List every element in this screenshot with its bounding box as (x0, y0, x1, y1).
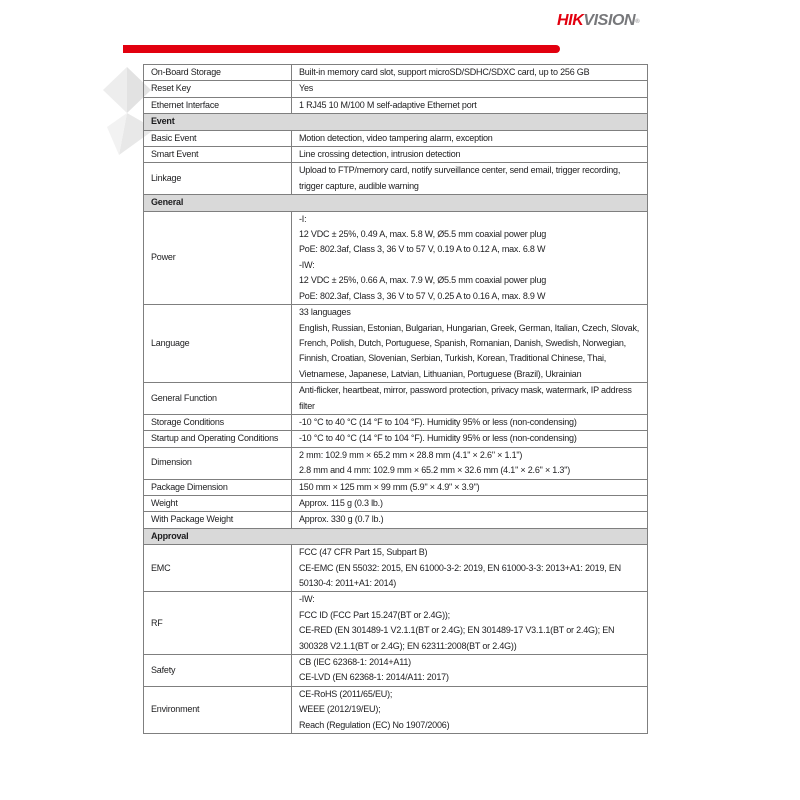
spec-value-line: Line crossing detection, intrusion detection (299, 149, 461, 160)
table-row (144, 383, 648, 415)
section-header-label: General (144, 195, 648, 211)
spec-value (292, 130, 648, 146)
spec-value-line: -10 °C to 40 °C (14 °F to 104 °F). Humidity 95% or less (non-condensing) (299, 433, 577, 444)
red-accent-bar (123, 45, 560, 53)
table-row (144, 65, 648, 81)
spec-label: Startup and Operating Conditions (144, 431, 292, 447)
table-row (144, 305, 648, 383)
section-header-label: Approval (144, 528, 648, 544)
spec-value (292, 147, 648, 163)
spec-value-line: Approx. 330 g (0.7 lb.) (299, 514, 384, 525)
spec-label: Basic Event (144, 130, 292, 146)
section-header-row (144, 114, 648, 130)
spec-value-line: 12 VDC ± 25%, 0.66 A, max. 7.9 W, Ø5.5 mm coaxial power plug (299, 275, 547, 286)
table-row (144, 545, 648, 592)
table-row (144, 655, 648, 687)
spec-label: Storage Conditions (144, 414, 292, 430)
hikvision-logo (557, 11, 639, 31)
spec-value (292, 383, 648, 415)
section-header-row (144, 195, 648, 211)
table-row (144, 592, 648, 655)
table-row (144, 130, 648, 146)
spec-value (292, 686, 648, 733)
spec-label: Smart Event (144, 147, 292, 163)
spec-table (143, 64, 648, 734)
table-row (144, 431, 648, 447)
spec-value-line: FCC (47 CFR Part 15, Subpart B) (299, 547, 428, 558)
section-header-label: Event (144, 114, 648, 130)
spec-value (292, 97, 648, 113)
spec-label: Package Dimension (144, 479, 292, 495)
spec-label: With Package Weight (144, 512, 292, 528)
logo-hik: HIK (557, 12, 584, 29)
spec-label: Power (144, 211, 292, 304)
table-row (144, 686, 648, 733)
spec-value-line: 2.8 mm and 4 mm: 102.9 mm × 65.2 mm × 32.6 mm (4.1" × 2.6" × 1.3") (299, 465, 571, 476)
spec-label: Dimension (144, 447, 292, 479)
spec-value-line: CE-LVD (EN 62368-1: 2014/A11: 2017) (299, 672, 449, 683)
spec-value (292, 163, 648, 195)
table-row (144, 81, 648, 97)
spec-label: EMC (144, 545, 292, 592)
spec-value-line: Upload to FTP/memory card, notify surveillance center, send email, trigger recording, trigger capture, audible warning (299, 165, 621, 191)
table-row (144, 211, 648, 304)
spec-label: Reset Key (144, 81, 292, 97)
spec-value-line: 150 mm × 125 mm × 99 mm (5.9" × 4.9" × 3.9") (299, 481, 480, 492)
spec-value-line: Reach (Regulation (EC) No 1907/2006) (299, 719, 450, 730)
spec-value (292, 431, 648, 447)
table-row (144, 512, 648, 528)
table-row (144, 147, 648, 163)
spec-label: Weight (144, 495, 292, 511)
table-row (144, 414, 648, 430)
spec-label: Ethernet Interface (144, 97, 292, 113)
spec-value (292, 305, 648, 383)
spec-value-line: WEEE (2012/19/EU); (299, 704, 381, 715)
spec-value (292, 81, 648, 97)
spec-value-line: -I: (299, 213, 307, 224)
table-row (144, 447, 648, 479)
spec-value (292, 495, 648, 511)
spec-value-line: -IW: (299, 259, 315, 270)
spec-value-line: Motion detection, video tampering alarm, exception (299, 132, 493, 143)
spec-value-line: Approx. 115 g (0.3 lb.) (299, 497, 383, 508)
spec-value-line: Built-in memory card slot, support microSD/SDHC/SDXC card, up to 256 GB (299, 67, 590, 77)
spec-value-line: 33 languages (299, 307, 351, 318)
spec-value (292, 479, 648, 495)
spec-value (292, 211, 648, 304)
spec-label: RF (144, 592, 292, 655)
spec-value (292, 414, 648, 430)
spec-value (292, 65, 648, 81)
spec-value-line: -IW: (299, 594, 315, 605)
spec-value-line: PoE: 802.3af, Class 3, 36 V to 57 V, 0.25 A to 0.16 A, max. 8.9 W (299, 290, 546, 301)
spec-label: On-Board Storage (144, 65, 292, 81)
logo-vision: VISION (583, 12, 636, 29)
table-row (144, 97, 648, 113)
spec-value (292, 447, 648, 479)
spec-value-line: English, Russian, Estonian, Bulgarian, Hungarian, Greek, German, Italian, Czech, Slovak, French, Polish, Dutch, Portuguese, Spanish, Romanian, Danish, Swedish, Norwegian, Finnish, Croatian, Slovenian, Serbian, Turkish, Korean, Traditional Chinese, Thai, Vietnamese, Japanese, Latvian, Lithuanian, Portuguese (Brazil), Ukrainian (299, 322, 640, 379)
spec-label: General Function (144, 383, 292, 415)
spec-value (292, 545, 648, 592)
spec-label: Safety (144, 655, 292, 687)
spec-value-line: 12 VDC ± 25%, 0.49 A, max. 5.8 W, Ø5.5 mm coaxial power plug (299, 229, 547, 240)
spec-value-line: CE-RoHS (2011/65/EU); (299, 688, 393, 699)
spec-value-line: PoE: 802.3af, Class 3, 36 V to 57 V, 0.19 A to 0.12 A, max. 6.8 W (299, 244, 546, 255)
table-row (144, 495, 648, 511)
spec-value-line: -10 °C to 40 °C (14 °F to 104 °F). Humidity 95% or less (non-condensing) (299, 416, 577, 427)
spec-value-line: 2 mm: 102.9 mm × 65.2 mm × 28.8 mm (4.1" × 2.6" × 1.1") (299, 449, 523, 460)
spec-value-line: Yes (299, 83, 314, 94)
section-header-row (144, 528, 648, 544)
spec-label: Environment (144, 686, 292, 733)
spec-value-line: CE-EMC (EN 55032: 2015, EN 61000-3-2: 2019, EN 61000-3-3: 2013+A1: 2019, EN 50130-4: 2011+A1: 2014) (299, 562, 621, 588)
spec-label: Linkage (144, 163, 292, 195)
spec-value-line: Anti-flicker, heartbeat, mirror, password protection, privacy mask, watermark, IP address filter (299, 385, 632, 411)
registered-trademark-icon: ® (635, 19, 640, 25)
table-row (144, 479, 648, 495)
spec-value-line: CB (IEC 62368-1: 2014+A11) (299, 657, 411, 668)
table-row (144, 163, 648, 195)
spec-value (292, 655, 648, 687)
spec-value (292, 592, 648, 655)
spec-value-line: FCC ID (FCC Part 15.247(BT or 2.4G)); (299, 609, 450, 620)
spec-value (292, 512, 648, 528)
spec-label: Language (144, 305, 292, 383)
spec-value-line: CE-RED (EN 301489-1 V2.1.1(BT or 2.4G); EN 301489-17 V3.1.1(BT or 2.4G); EN 300328 V2.1.1(BT or 2.4G); EN 62311:2008(BT or 2.4G)) (299, 625, 615, 651)
spec-value-line: 1 RJ45 10 M/100 M self-adaptive Ethernet port (299, 99, 477, 110)
